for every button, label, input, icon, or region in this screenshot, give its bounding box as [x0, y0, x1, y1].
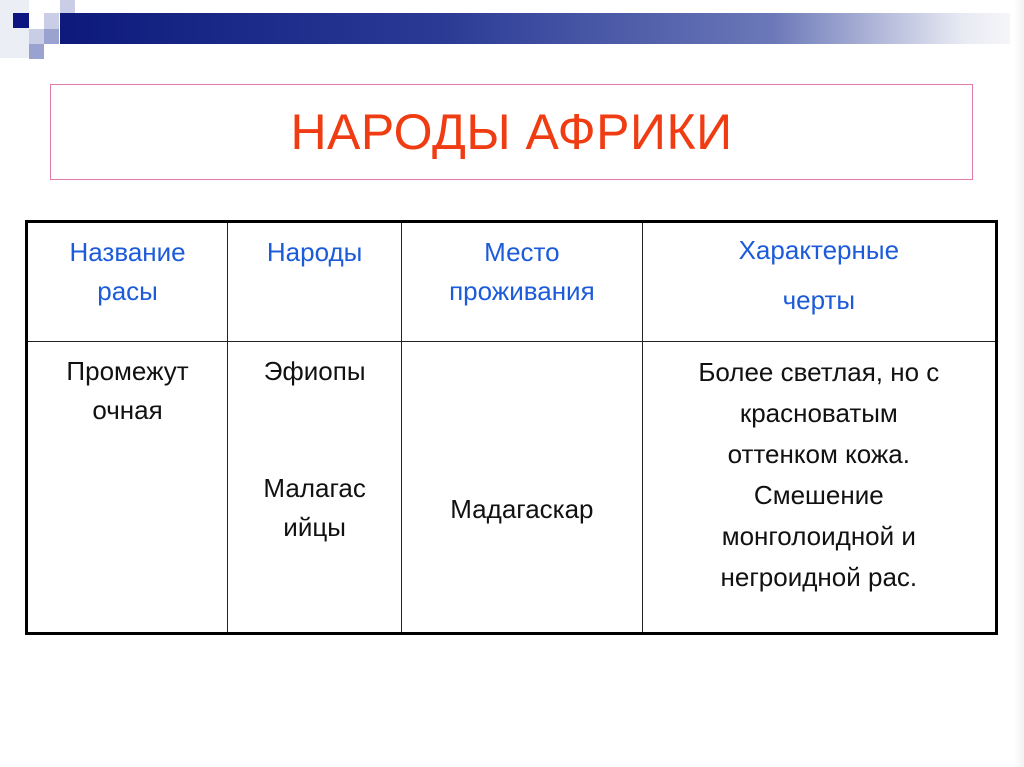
header-place: Место проживания: [402, 222, 642, 342]
decorative-logo-squares: [0, 0, 1024, 70]
cell-race: Промежут очная: [27, 342, 228, 634]
header-race: Название расы: [27, 222, 228, 342]
cell-features: Более светлая, но с красноватым оттенком кожа. Смешение монголоидной и негроидной рас.: [642, 342, 996, 634]
peoples-table: [25, 220, 998, 635]
title-box: [50, 84, 973, 180]
cell-peoples: Эфиопы Малагас ийцы: [228, 342, 402, 634]
table-header-row: [27, 222, 997, 342]
header-peoples: Народы: [228, 222, 402, 342]
slide-edge: [1014, 0, 1024, 767]
header-features: Характерные черты: [642, 222, 996, 342]
cell-place: Мадагаскар: [402, 342, 642, 634]
table-row: [27, 342, 997, 634]
slide-title: НАРОДЫ АФРИКИ: [290, 104, 733, 160]
decorative-header-bar: [60, 13, 1010, 44]
